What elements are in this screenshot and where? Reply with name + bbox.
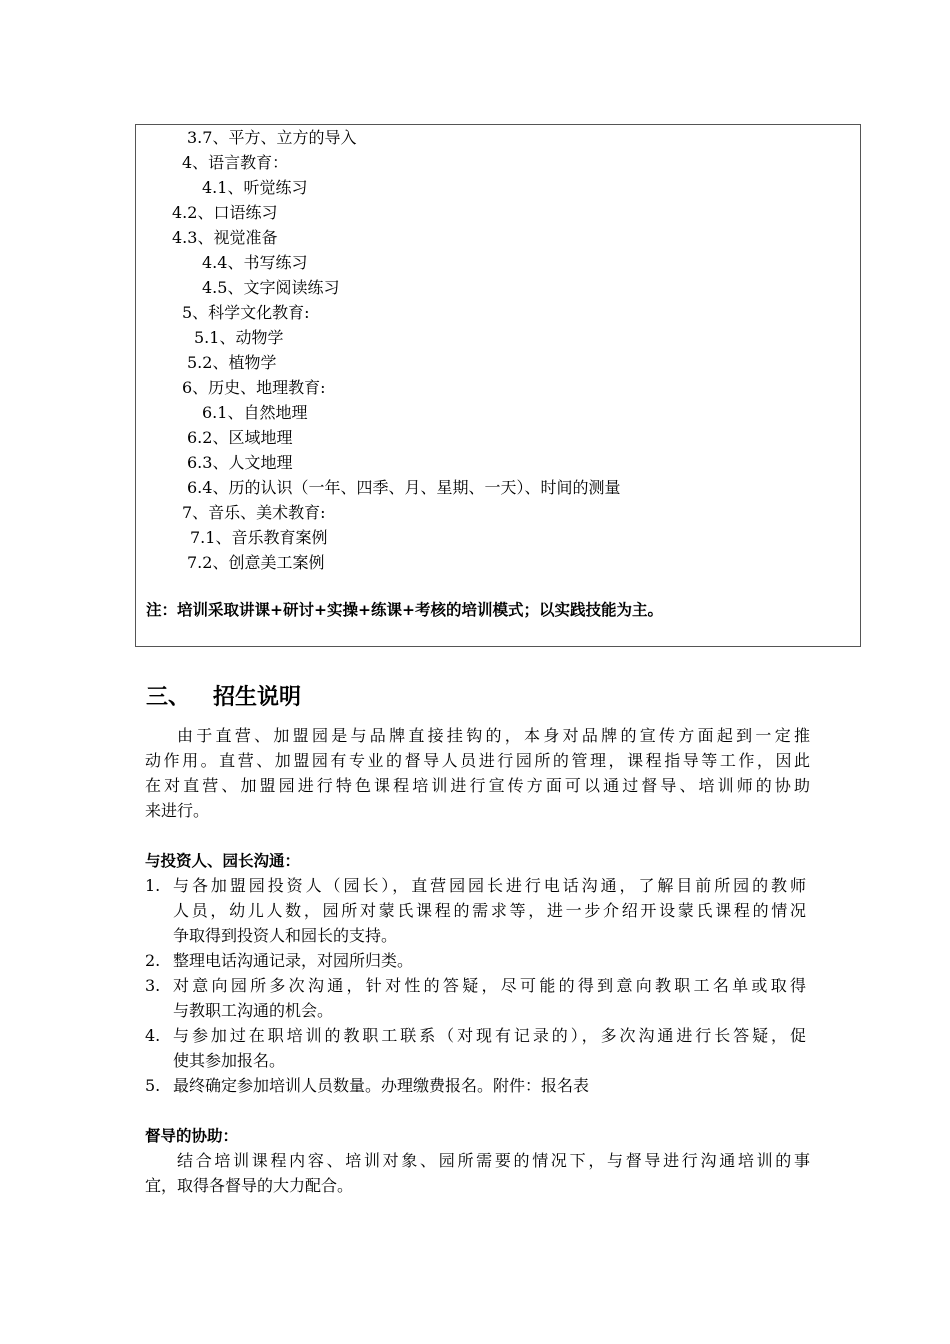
intro-paragraph-line: 动作用。直营、加盟园有专业的督导人员进行园所的管理，课程指导等工作，因此 bbox=[145, 751, 810, 770]
supervisor-paragraph-line: 宜，取得各督导的大力配合。 bbox=[145, 1176, 354, 1195]
list-item-number: 1. bbox=[145, 876, 161, 895]
outline-item: 7、音乐、美术教育: bbox=[182, 503, 326, 522]
section-heading bbox=[146, 684, 301, 712]
outline-item: 4.5、文字阅读练习 bbox=[202, 278, 340, 297]
outline-item: 5.1、动物学 bbox=[194, 328, 284, 347]
list-item-number: 5. bbox=[145, 1076, 161, 1095]
intro-paragraph-line: 在对直营、加盟园进行特色课程培训进行宣传方面可以通过督导、培训师的协助 bbox=[145, 776, 810, 795]
outline-item: 6.3、人文地理 bbox=[187, 453, 293, 472]
outline-item: 7.2、创意美工案例 bbox=[187, 553, 325, 572]
outline-item: 6.4、历的认识（一年、四季、月、星期、一天）、时间的测量 bbox=[187, 478, 621, 497]
intro-paragraph-line: 来进行。 bbox=[145, 801, 210, 820]
outline-item: 4、语言教育： bbox=[182, 153, 289, 172]
intro-paragraph-line: 由于直营、加盟园是与品牌直接挂钩的，本身对品牌的宣传方面起到一定推 bbox=[177, 726, 810, 745]
course-outline-box bbox=[135, 124, 861, 647]
list-item-line: 对意向园所多次沟通，针对性的答疑，尽可能的得到意向教职工名单或取得 bbox=[173, 976, 806, 995]
investor-communication-heading: 与投资人、园长沟通： bbox=[145, 852, 301, 870]
outline-item: 4.3、视觉准备 bbox=[172, 228, 278, 247]
list-item-number: 4. bbox=[145, 1026, 161, 1045]
outline-item: 7.1、音乐教育案例 bbox=[190, 528, 328, 547]
supervisor-paragraph-line: 结合培训课程内容、培训对象、园所需要的情况下，与督导进行沟通培训的事 bbox=[177, 1151, 810, 1170]
training-mode-note: 注：培训采取讲课+研讨+实操+练课+考核的培训模式；以实践技能为主。 bbox=[146, 601, 663, 619]
outline-item: 5、科学文化教育: bbox=[182, 303, 310, 322]
list-item-line: 最终确定参加培训人员数量。办理缴费报名。附件：报名表 bbox=[173, 1076, 590, 1095]
outline-item: 3.7、平方、立方的导入 bbox=[187, 128, 357, 147]
list-item-number: 3. bbox=[145, 976, 161, 995]
outline-item: 4.4、书写练习 bbox=[202, 253, 308, 272]
list-item-line: 与教职工沟通的机会。 bbox=[173, 1001, 334, 1020]
outline-item: 5.2、植物学 bbox=[187, 353, 277, 372]
outline-item: 6.1、自然地理 bbox=[202, 403, 308, 422]
list-item-line: 与各加盟园投资人（园长），直营园园长进行电话沟通，了解目前所园的教师 bbox=[173, 876, 806, 895]
section-title: 招生说明 bbox=[213, 685, 302, 710]
list-item-line: 与参加过在职培训的教职工联系（对现有记录的），多次沟通进行长答疑，促 bbox=[173, 1026, 806, 1045]
section-number: 三、 bbox=[146, 685, 191, 710]
outline-item: 6.2、区域地理 bbox=[187, 428, 293, 447]
list-item-line: 整理电话沟通记录，对园所归类。 bbox=[173, 951, 414, 970]
list-item-line: 人员，幼儿人数，园所对蒙氏课程的需求等，进一步介绍开设蒙氏课程的情况 bbox=[173, 901, 806, 920]
outline-item: 4.2、口语练习 bbox=[172, 203, 278, 222]
list-item-number: 2. bbox=[145, 951, 161, 970]
outline-item: 4.1、听觉练习 bbox=[202, 178, 308, 197]
list-item-line: 争取得到投资人和园长的支持。 bbox=[173, 926, 398, 945]
outline-item: 6、历史、地理教育: bbox=[182, 378, 326, 397]
supervisor-assistance-heading: 督导的协助： bbox=[145, 1127, 239, 1145]
list-item-line: 使其参加报名。 bbox=[173, 1051, 286, 1070]
